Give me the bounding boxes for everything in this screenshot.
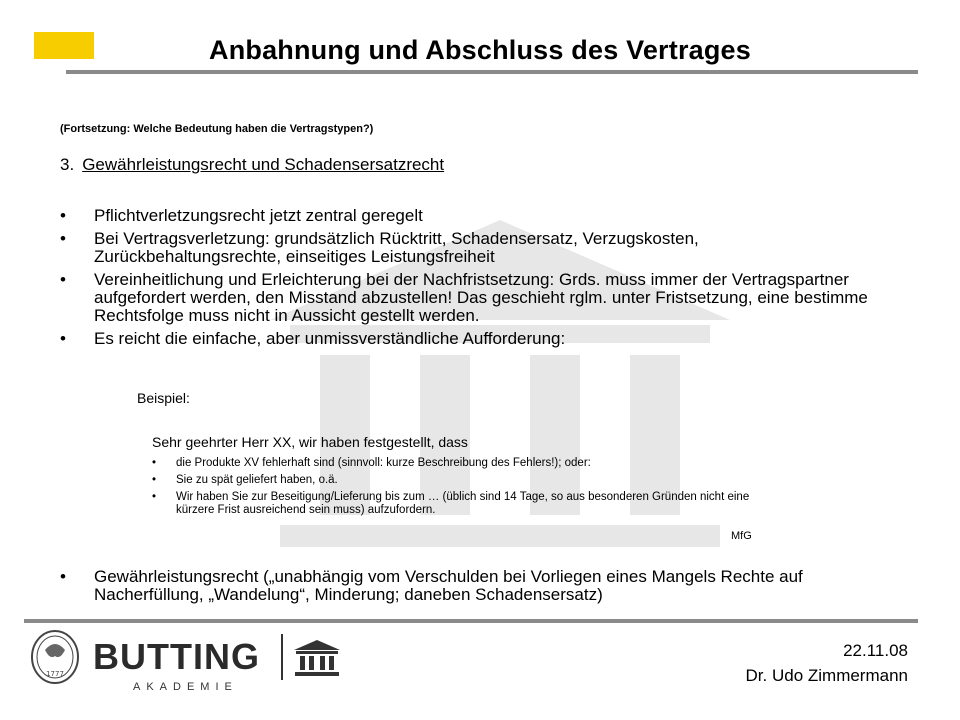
list-item: • Bei Vertragsverletzung: grundsätzlich Rücktritt, Schadensersatz, Verzugskosten, Zurückbehaltungsrechte, einseitiges Leistungsfreiheit <box>60 230 890 266</box>
slide-date: 22.11.08 <box>843 641 908 660</box>
slide-title: Anbahnung und Abschluss des Vertrages <box>209 35 751 65</box>
seal-year: 1777 <box>46 670 64 678</box>
letter-signoff: MfG <box>731 530 752 542</box>
example-bullet-list <box>152 457 762 521</box>
list-item: • Wir haben Sie zur Beseitigung/Lieferung bis zum … (üblich sind 14 Tage, so aus besonderen Gründen nicht eine kürzere Frist ausreichend sein muss) aufzufordern. <box>152 491 762 517</box>
footer-divider <box>24 619 918 623</box>
example-label: Beispiel: <box>137 390 190 406</box>
final-bullet-list <box>60 568 890 604</box>
section-number: 3. <box>60 155 75 174</box>
temple-logo-icon <box>292 638 342 678</box>
list-item: • Sie zu spät geliefert haben, o.ä. <box>152 474 762 487</box>
list-item: • Pflichtverletzungsrecht jetzt zentral geregelt <box>60 207 890 225</box>
list-item: • Es reicht die einfache, aber unmissverständliche Aufforderung: <box>60 330 890 348</box>
list-item: • Gewährleistungsrecht („unabhängig vom Verschulden bei Vorliegen eines Mangels Rechte auf Nacherfüllung, „Wandelung“, Minderung; daneben Schadensersatz) <box>60 568 890 604</box>
seal-logo-icon <box>30 630 80 685</box>
continuation-note: (Fortsetzung: Welche Bedeutung haben die Vertragstypen?) <box>60 123 374 135</box>
section-heading <box>60 155 444 175</box>
title-divider <box>66 70 918 74</box>
letter-greeting: Sehr geehrter Herr XX, wir haben festgestellt, dass <box>152 434 468 450</box>
main-bullet-list <box>60 207 890 353</box>
brand-subtitle: AKADEMIE <box>133 681 238 693</box>
list-item: • die Produkte XV fehlerhaft sind (sinnvoll: kurze Beschreibung des Fehlers!); oder: <box>152 457 762 470</box>
list-item: • Vereinheitlichung und Erleichterung bei der Nachfristsetzung: Grds. muss immer der Vertragspartner aufgefordert werden, den Misstand abzustellen! Das geschieht rglm. unter Fristsetzung, eine bestimme Rechtsfolge muss nicht in Aussicht gestellt werden. <box>60 271 890 325</box>
brand-name: BUTTING <box>93 636 260 677</box>
slide-author: Dr. Udo Zimmermann <box>745 666 908 685</box>
section-heading-text: Gewährleistungsrecht und Schadensersatzrecht <box>82 155 445 174</box>
brand-divider <box>281 634 283 680</box>
